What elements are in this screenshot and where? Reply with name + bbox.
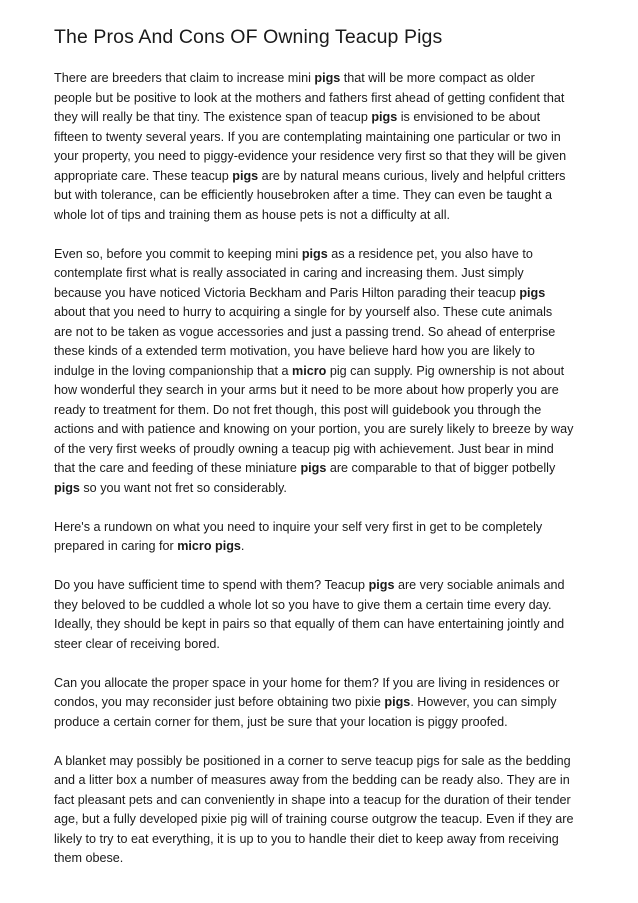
text-run: how wonderful they search in your arms but it need to be more about how properly you are (54, 383, 559, 397)
text-line (54, 615, 590, 635)
text-line (54, 713, 590, 733)
text-line (54, 849, 590, 869)
text-line (54, 830, 590, 850)
text-run: so you want not fret so considerably. (79, 480, 287, 495)
text-run: are by natural means curious, lively and helpful critters (258, 168, 566, 183)
text-run: they beloved to be cuddled a whole lot so you have to give them a certain time every day. (54, 597, 552, 612)
text-run: is envisioned to be about (397, 110, 541, 124)
text-run: Do you have sufficient time to spend with them? Teacup (54, 578, 369, 592)
text-run: Can you allocate the proper space in your home for them? If you are living in residences or (54, 675, 560, 690)
text-line (54, 89, 590, 109)
bold-keyword: pigs (384, 695, 411, 709)
text-line (54, 635, 590, 655)
text-line (54, 674, 590, 694)
bold-keyword: pigs (371, 110, 398, 124)
text-line (54, 479, 590, 499)
text-line (54, 342, 590, 362)
text-run: as a residence pet, you also have to (327, 246, 533, 261)
text-run: Ideally, they should be kept in pairs so that equally of them can have entertaining jointly and (54, 617, 565, 631)
text-line (54, 264, 590, 284)
body-paragraph (54, 752, 590, 869)
text-run: are comparable to that of bigger potbelly (326, 461, 556, 475)
body-paragraph (54, 518, 590, 557)
text-line (54, 69, 590, 89)
text-line (54, 752, 590, 772)
paragraph-gap (54, 557, 590, 577)
text-run: A blanket may possibly be positioned in a corner to serve teacup pigs for sale as the bedding (54, 753, 571, 768)
text-run: people but be positive to look at the mothers and fathers first ahead of getting confident that (54, 90, 565, 105)
text-line (54, 206, 590, 226)
text-line (54, 693, 590, 713)
text-line (54, 362, 590, 382)
text-run: fact pleasant pets and can conveniently in shape into a teacup for the duration of their tender (54, 792, 571, 807)
bold-keyword: pigs (368, 578, 395, 592)
text-line (54, 771, 590, 791)
text-line (54, 108, 590, 128)
paragraph-gap (54, 732, 590, 752)
text-run: your property, you need to piggy-evidence your residence very first so that they will be given (54, 149, 567, 163)
text-run: of the very first weeks of proudly owning a teacup pig with achievement. Just bear in mind (54, 441, 554, 456)
text-line (54, 284, 590, 304)
body-paragraph (54, 674, 590, 733)
text-run: fifteen to twenty several years. If you are contemplating maintaining one particular or two in (54, 129, 561, 144)
text-line (54, 245, 590, 265)
paragraph-gap (54, 498, 590, 518)
bold-keyword: micro (292, 363, 327, 378)
document-title: The Pros And Cons OF Owning Teacup Pigs (54, 26, 443, 48)
text-line (54, 186, 590, 206)
text-line (54, 381, 590, 401)
text-run: There are breeders that claim to increase mini (54, 71, 315, 85)
text-run: are very sociable animals and (394, 578, 565, 592)
text-run: about that you need to hurry to acquiring a single for by yourself also. These cute animals (54, 305, 553, 319)
text-line (54, 537, 590, 557)
text-line (54, 440, 590, 460)
text-line (54, 128, 590, 148)
text-run: indulge in the loving companionship that a (54, 363, 293, 378)
text-line (54, 167, 590, 187)
text-run: that will be more compact as older (340, 71, 535, 85)
text-run: contemplate first what is really associated in caring and increasing them. Just simply (54, 266, 524, 280)
paragraph-gap (54, 225, 590, 245)
text-run: pig can supply. Pig ownership is not about (326, 363, 565, 378)
text-run: are not to be taken as vogue accessories and just a passing trend. So ahead of enterprise (54, 324, 556, 339)
text-run: Here's a rundown on what you need to inquire your self very first in get to be completely (54, 519, 543, 534)
body-paragraph (54, 576, 590, 654)
text-run: likely to try to eat everything, it is up to you to handle their diet to keep away from receiving (54, 831, 559, 846)
text-run: produce a certain corner for them, just be sure that your location is piggy proofed. (54, 714, 508, 729)
text-line (54, 459, 590, 479)
text-line (54, 147, 590, 167)
bold-keyword: pigs (301, 246, 328, 261)
text-run: they will really be that tiny. The existence span of teacup (54, 110, 372, 124)
text-line (54, 791, 590, 811)
text-line (54, 323, 590, 343)
text-run: ready to treatment for them. Do not fret though, this post will guidebook you through the (54, 402, 542, 417)
text-run: that the care and feeding of these miniature (54, 461, 301, 475)
bold-keyword: pigs (232, 168, 259, 183)
text-run: Even so, before you commit to keeping mini (54, 246, 302, 261)
text-run: condos, you may reconsider just before obtaining two pixie (54, 695, 385, 709)
text-line (54, 810, 590, 830)
text-run: because you have noticed Victoria Beckham and Paris Hilton parading their teacup (54, 285, 520, 300)
text-run: these kinds of a extended term motivation, you have believe hard how you are likely to (54, 344, 535, 358)
text-run: and a litter box a number of measures away from the bedding can be ready also. They are in (54, 773, 570, 787)
bold-keyword: pigs (300, 461, 327, 475)
text-line (54, 576, 590, 596)
text-run: but with tolerance, can be efficiently housebroken after a time. They can even be taught a (54, 188, 553, 202)
document-body (54, 69, 590, 869)
body-paragraph (54, 245, 590, 499)
text-run: . However, you can simply (410, 695, 557, 709)
text-run: them obese. (54, 851, 124, 865)
body-paragraph (54, 69, 590, 225)
paragraph-gap (54, 654, 590, 674)
text-run: actions and with patience and knowing on your portion, you are surely likely to breeze by way (54, 422, 574, 436)
text-run: . (240, 539, 245, 553)
text-run: age, but a fully developed pixie pig will of training course outgrow the teacup. Even if they are (54, 812, 574, 826)
text-line (54, 518, 590, 538)
bold-keyword: pigs (519, 285, 546, 300)
text-line (54, 596, 590, 616)
bold-keyword: pigs (314, 71, 341, 85)
text-line (54, 420, 590, 440)
text-line (54, 303, 590, 323)
bold-keyword: pigs (54, 480, 80, 495)
text-line (54, 401, 590, 421)
bold-keyword: micro pigs (177, 539, 241, 553)
text-run: whole lot of tips and training them as house pets is not a difficulty at all. (54, 207, 450, 222)
text-run: steer clear of receiving bored. (54, 636, 220, 651)
text-run: prepared in caring for (54, 539, 178, 553)
text-run: appropriate care. These teacup (54, 168, 233, 183)
